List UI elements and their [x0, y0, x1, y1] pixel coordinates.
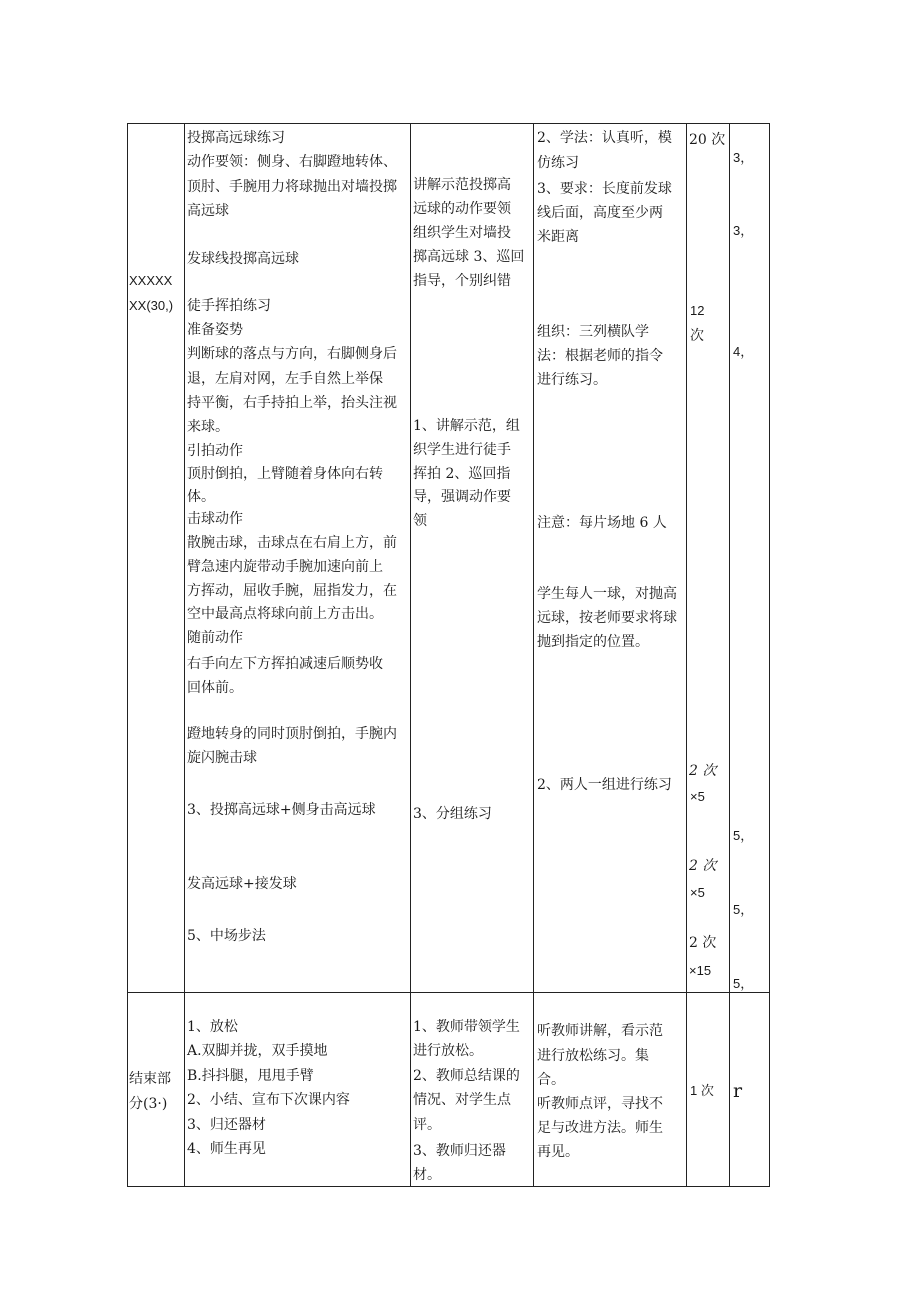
col-line-2 [410, 123, 411, 1187]
teacher-line: 2、教师总结课的 [413, 1068, 520, 1084]
col-line-3 [533, 123, 534, 1187]
times-value: 2 次 [689, 858, 717, 874]
content-line: 回体前。 [187, 680, 243, 696]
intensity-value: 4， [733, 344, 754, 359]
teacher-line: 导，强调动作要 [413, 489, 511, 505]
student-line: 进行练习。 [537, 372, 607, 388]
content-line: 击球动作 [187, 511, 243, 527]
times-value: ×5 [690, 885, 705, 900]
teacher-line: 3、教师归还器 [413, 1143, 506, 1159]
teacher-line: 挥拍 2、巡回指 [413, 466, 511, 482]
times-value: 2 次 [689, 763, 717, 779]
table-border-bottom [127, 1186, 770, 1187]
student-line: 线后面，高度至少两 [537, 205, 663, 221]
teacher-line: 材。 [413, 1167, 441, 1183]
content-line: 方挥动，屈收手腕，屈指发力，在 [187, 583, 397, 599]
student-line: 听教师讲解，看示范 [537, 1023, 663, 1039]
student-line: 注意：每片场地 6 人 [537, 515, 667, 531]
student-line: 学生每人一球，对抛高 [537, 586, 677, 602]
content-line: 4、师生再见 [187, 1141, 266, 1157]
student-line: 法：根据老师的指令 [537, 348, 663, 364]
content-line: 空中最高点将球向前上方击出。 [187, 606, 383, 622]
content-line: 来球。 [187, 419, 229, 435]
content-line: 发球线投掷高远球 [187, 251, 299, 267]
intensity-value: 5， [733, 828, 754, 843]
student-line: 听教师点评，寻找不 [537, 1096, 663, 1112]
times-value: 次 [690, 328, 704, 344]
times-value: 12 [690, 303, 705, 318]
section-label: 分(3·) [129, 1096, 168, 1112]
content-line: 1、放松 [187, 1019, 238, 1035]
content-line: 顶肘、手腕用力将球抛出对墙投掷 [187, 179, 397, 195]
section-label: XX(30,) [129, 298, 174, 313]
teacher-line: 1、讲解示范，组 [413, 418, 520, 434]
section-label: 结束部 [129, 1071, 171, 1087]
student-line: 组织：三列横队学 [537, 324, 649, 340]
content-line: 散腕击球，击球点在右肩上方，前 [187, 535, 397, 551]
student-line: 远球，按老师要求将球 [537, 610, 677, 626]
content-line: 3、投掷高远球+侧身击高远球 [187, 802, 376, 818]
col-line-4 [686, 123, 687, 1187]
teacher-line: 组织学生对墙投 [413, 225, 511, 241]
student-line: 合。 [537, 1072, 565, 1088]
content-line: 随前动作 [187, 630, 243, 646]
content-line: 蹬地转身的同时顶肘倒拍，手腕内 [187, 726, 397, 742]
content-line: 2、小结、宣布下次课内容 [187, 1092, 350, 1108]
teacher-line: 领 [413, 513, 427, 529]
content-line: 引拍动作 [187, 443, 243, 459]
content-line: A.双脚并拢，双手摸地 [187, 1043, 328, 1059]
intensity-value: 3， [733, 223, 754, 238]
student-line: 再见。 [537, 1144, 579, 1160]
col-line-5 [729, 123, 730, 1187]
content-line: 旋闪腕击球 [187, 750, 257, 766]
content-line: 3、归还器材 [187, 1117, 266, 1133]
times-value: ×15 [689, 963, 712, 978]
row-divider [127, 992, 770, 993]
teacher-line: 情况、对学生点 [413, 1092, 511, 1108]
student-line: 抛到指定的位置。 [537, 634, 649, 650]
teacher-line: 进行放松。 [413, 1043, 483, 1059]
student-line: 仿练习 [537, 155, 579, 171]
content-line: 判断球的落点与方向，右脚侧身后 [187, 346, 397, 362]
content-line: 投掷高远球练习 [187, 130, 285, 146]
times-value: 1 次 [690, 1083, 714, 1098]
times-value: ×5 [690, 789, 705, 804]
content-line: 顶肘倒拍，上臂随着身体向右转 [187, 466, 383, 482]
student-line: 2、两人一组进行练习 [537, 777, 672, 793]
teacher-line: 织学生进行徒手 [413, 442, 511, 458]
student-line: 3、要求：长度前发球 [537, 181, 672, 197]
col-line-6 [769, 123, 770, 1187]
teacher-line: 3、分组练习 [413, 806, 492, 822]
col-line-1 [184, 123, 185, 1187]
times-value: 20 次 [689, 132, 726, 148]
content-line: 体。 [187, 489, 215, 505]
content-line: 持平衡，右手持拍上举，抬头注视 [187, 395, 397, 411]
intensity-value: r [733, 1080, 743, 1102]
intensity-value: 5， [733, 902, 754, 917]
teacher-line: 远球的动作要领 [413, 201, 511, 217]
table-border-top [127, 123, 770, 124]
student-line: 足与改进方法。师生 [537, 1120, 663, 1136]
student-line: 进行放松练习。集 [537, 1048, 649, 1064]
content-line: 准备姿势 [187, 322, 243, 338]
intensity-value: 3， [733, 150, 754, 165]
section-label: XXXXX [129, 273, 173, 288]
content-line: 高远球 [187, 203, 229, 219]
content-line: 臂急速内旋带动手腕加速向前上 [187, 559, 383, 575]
content-line: 徒手挥拍练习 [187, 298, 271, 314]
intensity-value: 5， [733, 976, 754, 991]
content-line: 发高远球+接发球 [187, 876, 297, 892]
content-line: 5、中场步法 [187, 928, 266, 944]
teacher-line: 指导，个别纠错 [413, 273, 511, 289]
content-line: 动作要领：侧身、右脚蹬地转体、 [187, 154, 397, 170]
student-line: 米距离 [537, 229, 579, 245]
times-value: 2 次 [689, 935, 717, 951]
teacher-line: 1、教师带领学生 [413, 1019, 520, 1035]
content-line: 退，左肩对网，左手自然上举保 [187, 371, 383, 387]
col-line-0 [127, 123, 128, 1187]
teacher-line: 讲解示范投掷高 [413, 177, 511, 193]
teacher-line: 评。 [413, 1117, 441, 1133]
content-line: 右手向左下方挥拍减速后顺势收 [187, 656, 383, 672]
student-line: 2、学法：认真听，模 [537, 130, 672, 146]
content-line: B.抖抖腿，甩甩手臂 [187, 1068, 314, 1084]
teacher-line: 掷高远球 3、巡回 [413, 249, 525, 265]
